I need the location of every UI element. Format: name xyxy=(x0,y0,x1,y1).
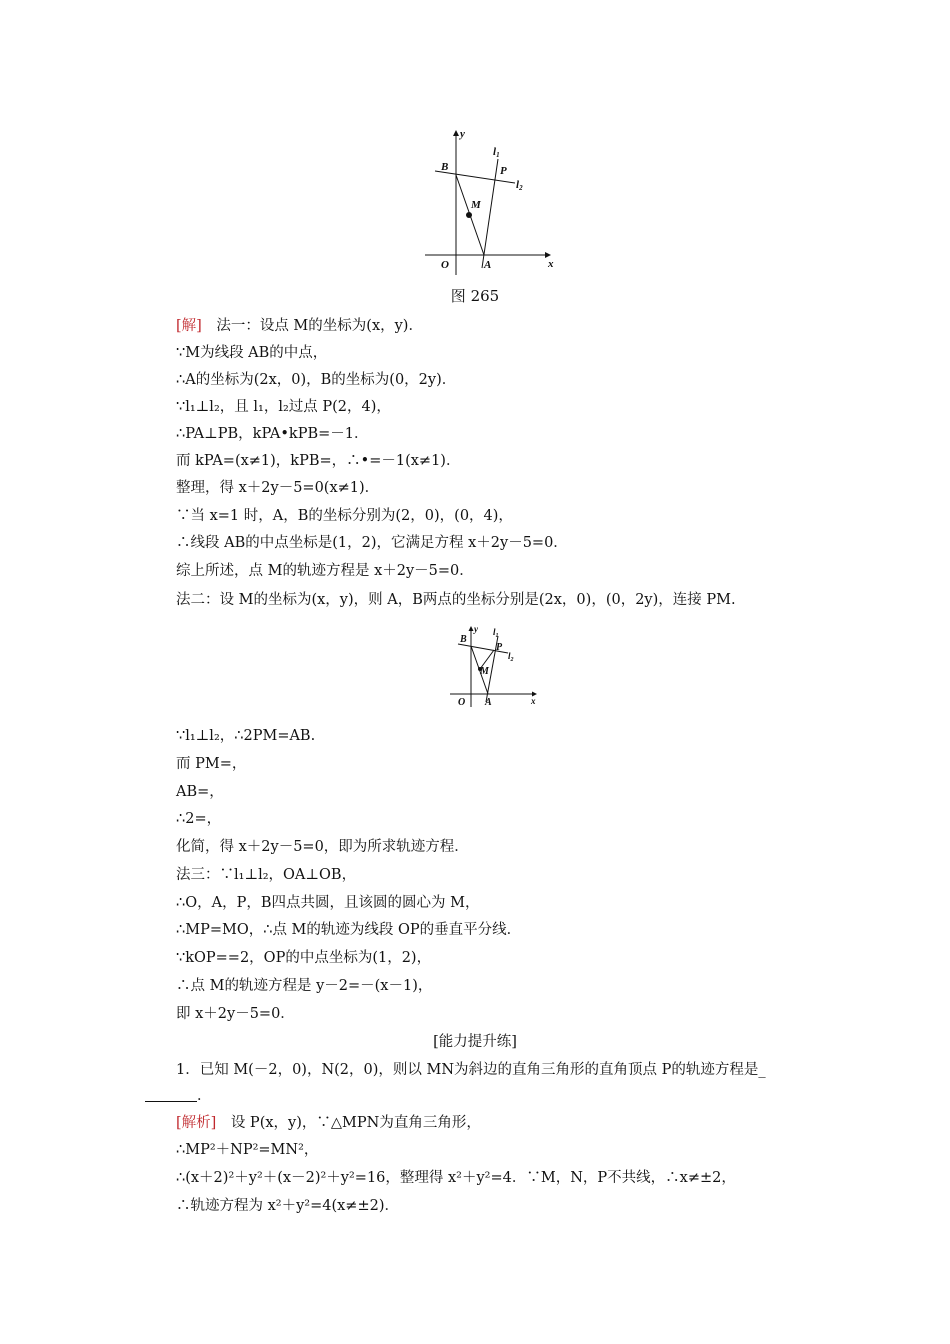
figure-2 xyxy=(446,622,541,712)
label-y: y xyxy=(474,624,478,634)
problem-1-tail xyxy=(145,1086,212,1106)
label-l1: l1 xyxy=(493,146,500,159)
solution-line-2: ∵M为线段 AB的中点， xyxy=(176,345,328,361)
label-m: M xyxy=(471,199,481,211)
solution-line-9: ∴线段 AB的中点坐标是(1，2)，它满足方程 x＋2y－5=0． xyxy=(176,535,568,551)
label-a: A xyxy=(484,259,492,271)
solution-line-3: ∴A的坐标为(2x，0)，B的坐标为(0，2y)． xyxy=(176,372,457,388)
section-title: [能力提升练] xyxy=(433,1034,517,1050)
point-m xyxy=(466,212,472,218)
solution-line-6: 而 kPA=(x≠1)，kPB=，∴•=－1(x≠1)． xyxy=(176,453,461,469)
analysis-line-1 xyxy=(176,1113,481,1133)
line-text: 法一：设点 M的坐标为(x，y)． xyxy=(201,318,423,334)
answer-blank xyxy=(145,1087,197,1102)
problem-1: 1．已知 M(－2，0)，N(2，0)，则以 MN为斜边的直角三角形的直角顶点 P的轨迹方程是_ xyxy=(176,1062,766,1078)
label-l2: $l_2$ xyxy=(508,651,514,663)
solution-line-12: ∵l₁⊥l₂，∴2PM=AB. xyxy=(176,728,316,744)
solution-line-15: ∴2=， xyxy=(176,811,222,827)
solution-line-20: ∵kOP==2，OP的中点坐标为(1，2)， xyxy=(176,950,432,966)
solution-line-19: ∴MP=MO，∴点 M的轨迹为线段 OP的垂直平分线． xyxy=(176,922,522,938)
analysis-line-2: ∴MP²＋NP²=MN²， xyxy=(176,1142,319,1158)
problem-tail-text: ． xyxy=(197,1088,212,1104)
analysis-tag: [解析] xyxy=(176,1115,217,1131)
solution-line-1 xyxy=(176,316,423,336)
figure-1 xyxy=(420,125,560,280)
solution-line-18: ∴O，A，P，B四点共圆，且该圆的圆心为 M， xyxy=(176,895,480,911)
solution-line-16: 化简，得 x＋2y－5=0，即为所求轨迹方程． xyxy=(176,839,469,855)
label-y: y xyxy=(460,128,465,140)
solution-line-17: 法三：∵l₁⊥l₂，OA⊥OB， xyxy=(176,867,357,883)
solution-line-11: 法二：设 M的坐标为(x，y)，则 A，B两点的坐标分别是(2x，0)，(0，2y)，连接 PM. xyxy=(176,592,736,608)
label-x: x xyxy=(531,696,536,706)
line-l1 xyxy=(482,159,498,268)
label-p: P xyxy=(500,165,507,177)
label-x: x xyxy=(548,258,554,270)
solution-line-4: ∵l₁⊥l₂，且 l₁，l₂过点 P(2，4)， xyxy=(176,399,391,415)
solution-line-8: ∵当 x=1 时，A，B的坐标分别为(2，0)，(0，4)， xyxy=(176,508,513,524)
solution-line-7: 整理，得 x＋2y－5=0(x≠1)． xyxy=(176,480,380,496)
solution-line-10: 综上所述，点 M的轨迹方程是 x＋2y－5=0． xyxy=(176,563,474,579)
line-text: 设 P(x，y)，∵△MPN为直角三角形， xyxy=(216,1115,481,1131)
label-l2: l2 xyxy=(516,179,523,192)
label-a: A xyxy=(485,697,492,708)
analysis-line-4: ∴轨迹方程为 x²＋y²=4(x≠±2)． xyxy=(176,1198,399,1214)
solution-line-5: ∴PA⊥PB，kPA•kPB=－1． xyxy=(176,426,369,442)
solution-line-14: AB=， xyxy=(176,784,224,800)
label-m: M xyxy=(480,666,489,677)
solution-tag: [解] xyxy=(176,318,202,334)
analysis-line-3: ∴(x＋2)²＋y²＋(x－2)²＋y²=16，整理得 x²＋y²=4．∵M，N，P不共线，∴x≠±2， xyxy=(176,1170,736,1186)
label-o: O xyxy=(441,259,449,271)
label-b: B xyxy=(460,634,467,645)
label-l1: $l_1$ xyxy=(493,627,499,639)
solution-line-21: ∴点 M的轨迹方程是 y－2=－(x－1)， xyxy=(176,978,433,994)
label-p: P xyxy=(496,642,503,653)
label-b: B xyxy=(441,161,449,173)
solution-line-13: 而 PM=， xyxy=(176,756,247,772)
figure-caption: 图 265 xyxy=(450,287,500,305)
label-o: O xyxy=(458,697,466,708)
solution-line-22: 即 x＋2y－5=0． xyxy=(176,1006,295,1022)
